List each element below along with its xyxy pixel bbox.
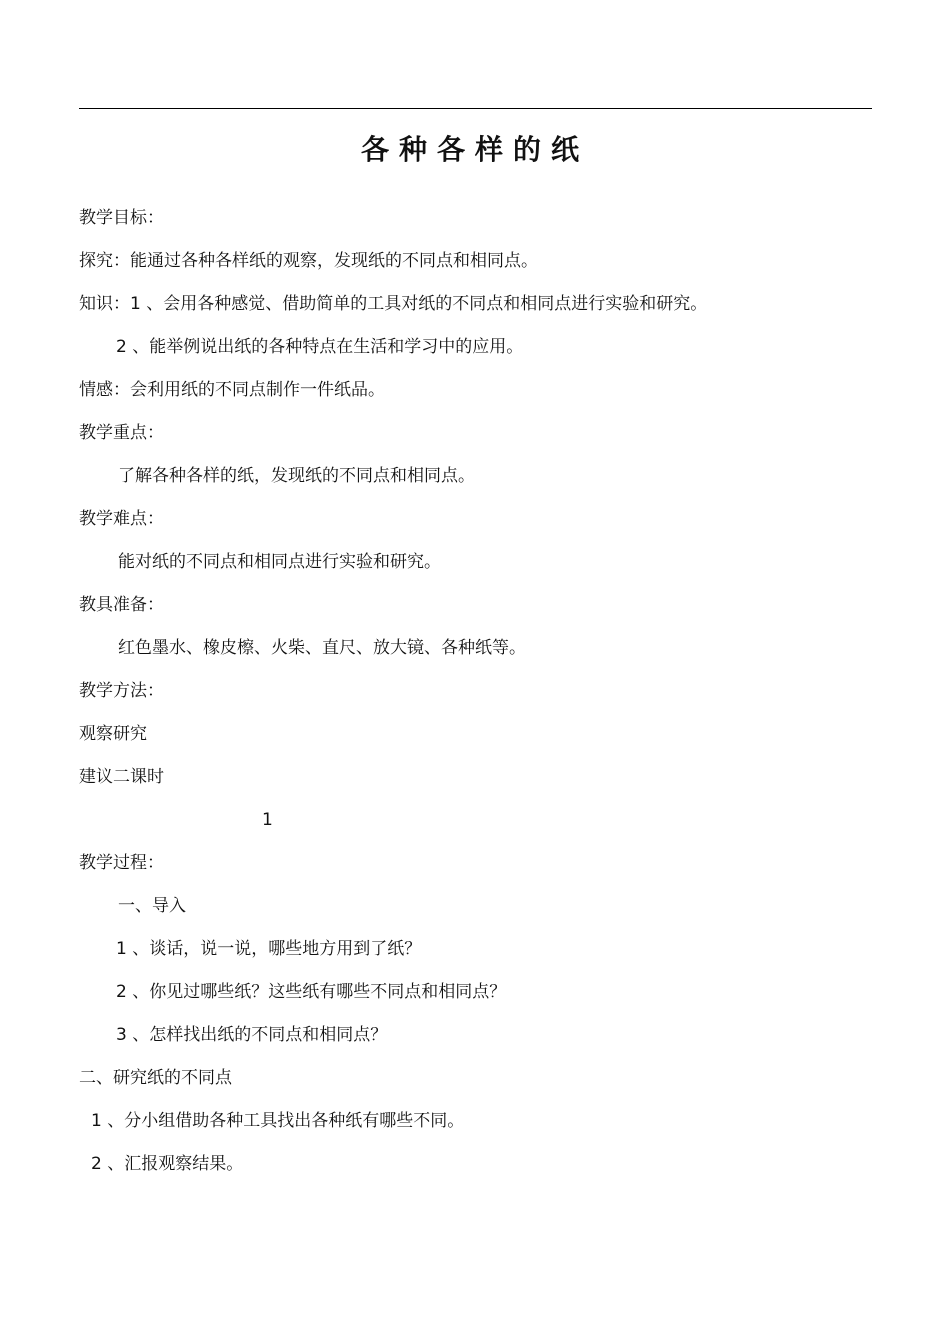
difficulties-heading: 教学难点：: [79, 509, 164, 529]
knowledge-2-number: 2: [116, 337, 127, 357]
key-points-text: 了解各种各样的纸，发现纸的不同点和相同点。: [118, 466, 475, 486]
process-heading: 教学过程：: [79, 853, 164, 873]
knowledge-1-number: 1: [130, 294, 141, 314]
list-item: [91, 1109, 464, 1133]
list-item-text: 、汇报观察结果。: [107, 1154, 244, 1174]
goal-explore: 探究：能通过各种各样纸的观察，发现纸的不同点和相同点。: [79, 251, 538, 271]
method-text: 观察研究: [79, 724, 147, 744]
list-item-number: 1: [91, 1111, 102, 1131]
document-title: 各种各样的纸: [360, 133, 589, 166]
section-1-heading: 一、导入: [118, 896, 186, 916]
duration-text: 建议二课时: [79, 767, 164, 787]
list-item-number: 3: [116, 1025, 127, 1045]
list-item-number: 2: [116, 982, 127, 1002]
list-item: [116, 1023, 387, 1047]
list-item-number: 2: [91, 1154, 102, 1174]
knowledge-prefix: 知识：: [79, 294, 130, 314]
key-points-heading: 教学重点：: [79, 423, 164, 443]
goal-knowledge-1: [79, 292, 707, 316]
section-2-heading: 二、研究纸的不同点: [79, 1068, 232, 1088]
list-item-text: 、怎样找出纸的不同点和相同点？: [132, 1025, 388, 1045]
goals-heading: 教学目标：: [79, 208, 164, 228]
list-item-text: 、谈话，说一说，哪些地方用到了纸？: [132, 939, 422, 959]
knowledge-2-text: 、能举例说出纸的各种特点在生活和学习中的应用。: [132, 337, 524, 357]
list-item-text: 、分小组借助各种工具找出各种纸有哪些不同。: [107, 1111, 465, 1131]
method-heading: 教学方法：: [79, 681, 164, 701]
list-item: [116, 937, 421, 961]
header-rule: [79, 108, 872, 109]
materials-heading: 教具准备：: [79, 595, 164, 615]
knowledge-1-text: 、会用各种感觉、借助简单的工具对纸的不同点和相同点进行实验和研究。: [146, 294, 708, 314]
difficulties-text: 能对纸的不同点和相同点进行实验和研究。: [118, 552, 441, 572]
list-item: [91, 1152, 243, 1176]
list-item-number: 1: [116, 939, 127, 959]
page-number: 1: [262, 810, 273, 830]
list-item: [116, 980, 506, 1004]
list-item-text: 、你见过哪些纸？这些纸有哪些不同点和相同点？: [132, 982, 507, 1002]
goal-knowledge-2: [116, 335, 523, 359]
goal-emotion: 情感：会利用纸的不同点制作一件纸品。: [79, 380, 385, 400]
materials-text: 红色墨水、橡皮檫、火柴、直尺、放大镜、各种纸等。: [118, 638, 526, 658]
